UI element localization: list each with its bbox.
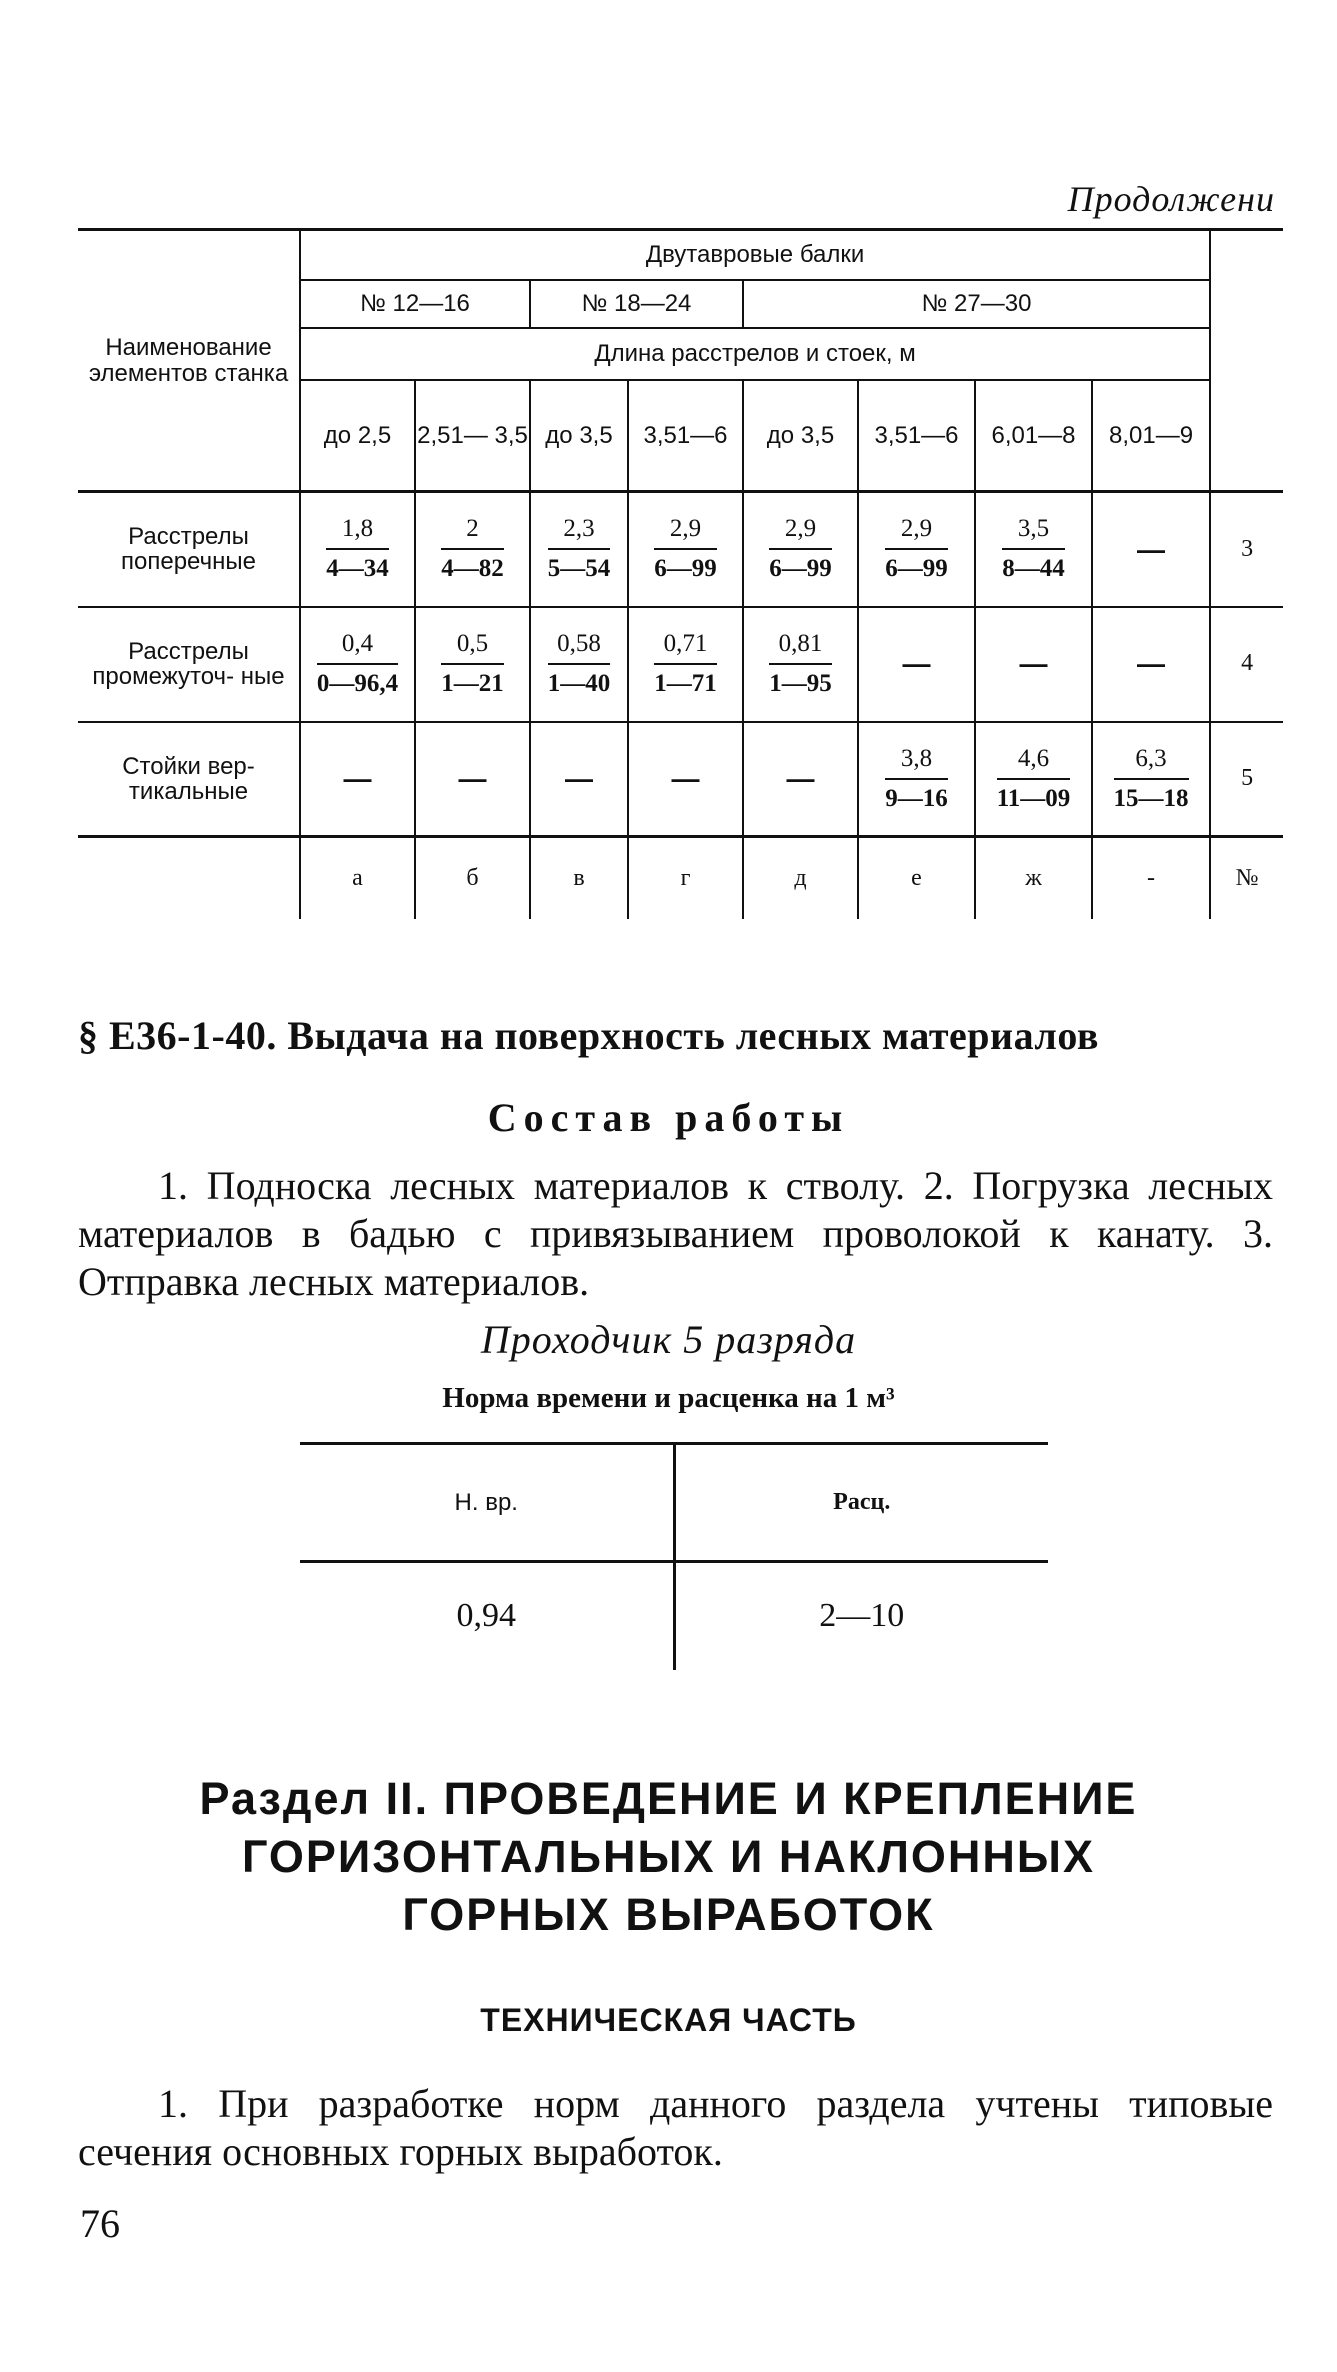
table-cell [300, 607, 415, 722]
table-cell [300, 722, 415, 837]
dash-empty: — [1137, 648, 1166, 680]
column-letter: ж [975, 837, 1092, 919]
table-cell [530, 492, 628, 607]
time-norm: 4,6 [997, 746, 1071, 780]
table-cell [530, 722, 628, 837]
time-norm: 0,5 [441, 631, 504, 665]
header-element-name: Наименование элементов станка [78, 230, 300, 492]
fraction [885, 746, 948, 813]
table-cell [858, 607, 975, 722]
norm-value-rate: 2—10 [674, 1562, 1048, 1670]
technical-part-text: 1. При разработке норм данного раздела учтены типовые сечения основных горных выработок. [78, 2081, 1273, 2174]
chapter-line: Раздел II. ПРОВЕДЕНИЕ И КРЕПЛЕНИЕ [199, 1773, 1138, 1824]
column-header: 3,51—6 [858, 380, 975, 492]
column-letter: е [858, 837, 975, 919]
table-cell [975, 607, 1092, 722]
fraction [769, 631, 832, 698]
rate: 8—44 [1002, 555, 1065, 583]
rate: 9—16 [885, 784, 948, 812]
time-norm: 2 [441, 516, 504, 550]
fraction [441, 631, 504, 698]
header-subgroup-1: № 12—16 [300, 280, 530, 328]
header-subgroup-2: № 18—24 [530, 280, 743, 328]
time-norm: 2,9 [885, 516, 948, 550]
table-cell [858, 722, 975, 837]
letters-row [78, 837, 1283, 919]
time-norm: 2,3 [548, 516, 611, 550]
time-norm: 0,58 [548, 631, 611, 665]
table-cell [628, 722, 743, 837]
rate: 15—18 [1113, 784, 1189, 812]
chapter-title [0, 1770, 1337, 1944]
dash-empty: — [902, 648, 931, 680]
fraction [885, 516, 948, 583]
header-group-title: Двутавровые балки [300, 230, 1210, 280]
time-norm: 0,4 [317, 631, 398, 665]
dash-empty: — [1137, 533, 1166, 565]
column-header: 3,51—6 [628, 380, 743, 492]
column-header: до 3,5 [743, 380, 858, 492]
table-row [78, 492, 1283, 607]
rate: 6—99 [885, 555, 948, 583]
row-number: 3 [1210, 492, 1283, 607]
table-row [78, 607, 1283, 722]
rate: 11—09 [996, 784, 1071, 812]
fraction [769, 516, 832, 583]
rate: 1—71 [654, 670, 717, 697]
fraction [441, 516, 504, 583]
time-norm: 0,71 [654, 631, 717, 665]
column-header: до 3,5 [530, 380, 628, 492]
time-norm: 2,9 [654, 516, 717, 550]
rate: 0—96,4 [316, 670, 399, 697]
time-norm: 3,8 [885, 746, 948, 780]
table-cell [1092, 607, 1210, 722]
table-cell [1092, 722, 1210, 837]
section-title: § Е36-1-40. Выдача на поверхность лесных материалов [78, 1013, 1099, 1058]
norms-table [78, 228, 1283, 919]
rate: 4—82 [441, 555, 504, 583]
table-cell [415, 607, 530, 722]
work-heading: Состав работы [487, 1095, 850, 1140]
table-cell [975, 492, 1092, 607]
dash-empty: — [565, 763, 593, 795]
time-norm: 1,8 [326, 516, 389, 550]
time-norm: 3,5 [1002, 516, 1065, 550]
rate: 6—99 [769, 555, 832, 583]
row-number: 5 [1210, 722, 1283, 837]
number-label: № [1210, 837, 1283, 919]
rate: 1—40 [547, 670, 611, 697]
table-cell [743, 722, 858, 837]
row-number: 4 [1210, 607, 1283, 722]
column-letter: г [628, 837, 743, 919]
time-norm: 0,81 [769, 631, 832, 665]
dash-empty: — [786, 763, 815, 795]
row-name: Расстрелы поперечные [78, 492, 300, 607]
rate: 1—95 [769, 670, 832, 697]
rate: 5—54 [547, 555, 611, 583]
norm-table [300, 1442, 1048, 1670]
rate: 4—34 [326, 555, 389, 583]
rate: 6—99 [654, 555, 717, 583]
fraction [1002, 516, 1065, 583]
table-cell [975, 722, 1092, 837]
norm-col-time: Н. вр. [300, 1444, 674, 1562]
table-cell [743, 492, 858, 607]
table-cell [415, 722, 530, 837]
table-cell [300, 492, 415, 607]
norm-value-time: 0,94 [456, 1597, 516, 1635]
fraction [317, 631, 398, 698]
rate: 1—21 [441, 670, 504, 697]
time-norm: 6,3 [1114, 746, 1189, 780]
header-subgroup-3: № 27—30 [743, 280, 1210, 328]
table-cell [743, 607, 858, 722]
column-letter: д [743, 837, 858, 919]
technical-part-heading: ТЕХНИЧЕСКАЯ ЧАСТЬ [480, 2002, 857, 2038]
table-cell [858, 492, 975, 607]
dash-empty: — [1019, 648, 1048, 680]
page-number: 76 [80, 2201, 120, 2246]
table-cell [415, 492, 530, 607]
dash-empty: — [343, 763, 372, 795]
row-name: Расстрелы промежуточ- ные [78, 607, 300, 722]
dash-empty: — [671, 763, 700, 795]
column-letter: а [300, 837, 415, 919]
work-description: 1. Подноска лесных материалов к стволу. 2. Погрузка лесных материалов в бадью с привязыванием проволокой к канату. 3. Отправка лесных материалов. [78, 1163, 1273, 1304]
column-header: 6,01—8 [975, 380, 1092, 492]
chapter-line: ГОРИЗОНТАЛЬНЫХ И НАКЛОННЫХ [241, 1831, 1095, 1882]
fraction [548, 631, 611, 698]
table-cell [628, 607, 743, 722]
fraction [997, 746, 1071, 813]
fraction [1114, 746, 1189, 813]
table-cell [1092, 492, 1210, 607]
time-norm: 2,9 [769, 516, 832, 550]
column-header: до 2,5 [300, 380, 415, 492]
header-length-title: Длина расстрелов и стоек, м [300, 328, 1210, 380]
table-cell [530, 607, 628, 722]
fraction [654, 631, 717, 698]
column-header: 8,01—9 [1092, 380, 1210, 492]
fraction [326, 516, 389, 583]
table-row [78, 722, 1283, 837]
row-name: Стойки вер- тикальные [78, 722, 300, 837]
column-letter: в [530, 837, 628, 919]
norm-col-rate: Расц. [674, 1444, 1048, 1562]
dash-empty: — [458, 763, 487, 795]
fraction [654, 516, 717, 583]
fraction [548, 516, 611, 583]
column-letter: - [1092, 837, 1210, 919]
chapter-line: ГОРНЫХ ВЫРАБОТОК [402, 1889, 935, 1940]
norm-caption: Норма времени и расценка на 1 м³ [442, 1382, 895, 1414]
continuation-label: Продолжени [1067, 179, 1275, 219]
worker-title: Проходчик 5 разряда [480, 1317, 857, 1362]
table-cell [628, 492, 743, 607]
column-letter: б [415, 837, 530, 919]
column-header: 2,51— 3,5 [415, 380, 530, 492]
